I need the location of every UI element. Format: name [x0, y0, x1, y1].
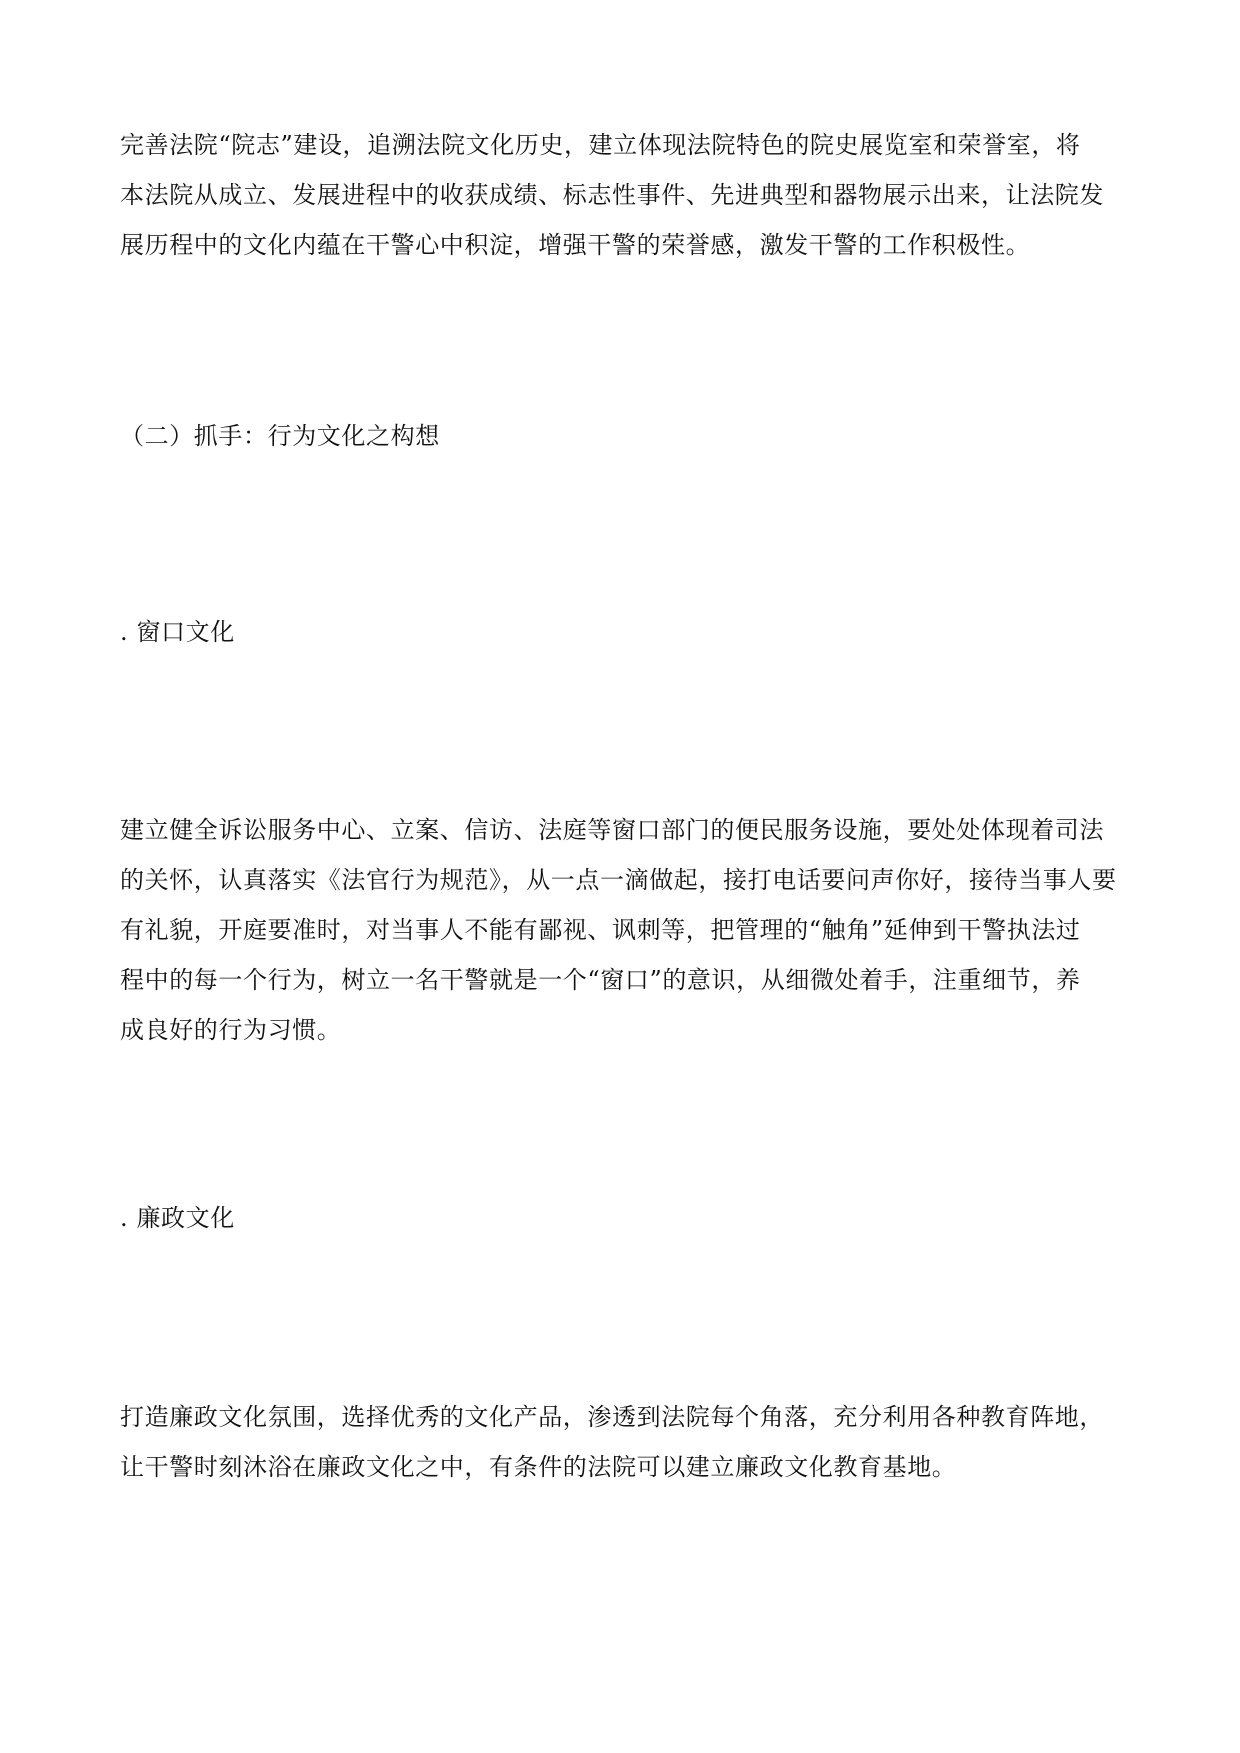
- paragraph-line: 成良好的行为习惯。: [120, 1016, 342, 1044]
- paragraph-line: 有礼貌，开庭要准时，对当事人不能有鄙视、讽刺等，把管理的“触角”延伸到干警执法过: [120, 916, 1081, 944]
- paragraph-court-history: [120, 120, 1130, 270]
- paragraph-line: 让干警时刻沐浴在廉政文化之中，有条件的法院可以建立廉政文化教育基地。: [120, 1453, 957, 1481]
- paragraph-line: 的关怀，认真落实《法官行为规范》，从一点一滴做起，接打电话要问声你好，接待当事人要: [120, 866, 1117, 894]
- section-heading: （二）抓手：行为文化之构想: [120, 422, 440, 450]
- subheading-integrity-culture: . 廉政文化: [120, 1204, 235, 1232]
- paragraph-line: 程中的每一个行为，树立一名干警就是一个“窗口”的意识，从细微处着手，注重细节，养: [120, 966, 1081, 994]
- paragraph-line: 打造廉政文化氛围，选择优秀的文化产品，渗透到法院每个角落，充分利用各种教育阵地，: [120, 1403, 1104, 1431]
- paragraph-integrity-culture: [120, 1392, 1130, 1492]
- paragraph-window-culture: [120, 805, 1130, 1055]
- subheading-window-culture: . 窗口文化: [120, 618, 235, 646]
- paragraph-line: 建立健全诉讼服务中心、立案、信访、法庭等窗口部门的便民服务设施，要处处体现着司法: [120, 816, 1104, 844]
- paragraph-line: 本法院从成立、发展进程中的收获成绩、标志性事件、先进典型和器物展示出来，让法院发: [120, 181, 1104, 209]
- paragraph-line: 展历程中的文化内蕴在干警心中积淀，增强干警的荣誉感，激发干警的工作积极性。: [120, 231, 1031, 259]
- paragraph-line: 完善法院“院志”建设，追溯法院文化历史，建立体现法院特色的院史展览室和荣誉室，将: [120, 131, 1081, 159]
